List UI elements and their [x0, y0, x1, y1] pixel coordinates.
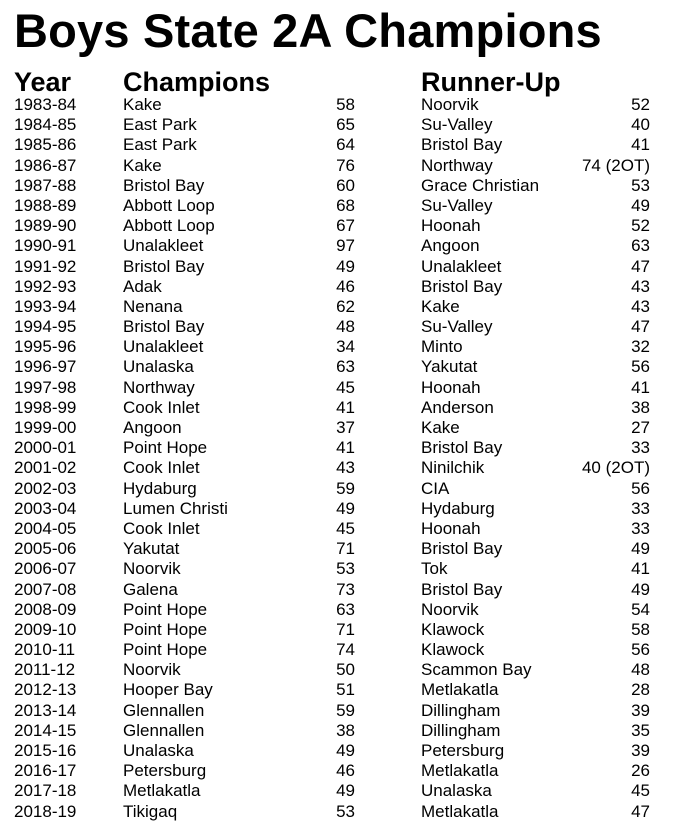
table-row	[0, 458, 673, 478]
runner-up-score-cell: 74 (2OT)	[581, 155, 650, 175]
table-row	[0, 741, 673, 761]
runner-up-score-cell: 38	[631, 397, 650, 417]
table-row	[0, 721, 673, 741]
table-row	[0, 519, 673, 539]
runner-up-score-cell: 41	[631, 559, 650, 579]
champion-score-cell: 65	[336, 115, 355, 135]
year-cell: 2009-10	[14, 619, 77, 639]
year-cell: 2008-09	[14, 599, 77, 619]
champion-score-cell: 71	[336, 539, 355, 559]
runner-up-score-cell: 35	[631, 720, 650, 740]
champion-cell: Bristol Bay	[123, 175, 205, 195]
table-row	[0, 216, 673, 236]
runner-up-score-cell: 47	[631, 256, 650, 276]
runner-up-cell: Su-Valley	[421, 195, 493, 215]
runner-up-score-cell: 39	[631, 741, 650, 760]
champion-cell: Kake	[123, 95, 162, 114]
table-row	[0, 135, 673, 155]
year-cell: 1997-98	[14, 377, 77, 397]
runner-up-cell: Angoon	[421, 236, 480, 256]
year-cell: 2012-13	[14, 680, 77, 700]
runner-up-score-cell: 28	[631, 680, 650, 700]
table-row	[0, 620, 673, 640]
runner-up-cell: Grace Christian	[421, 175, 540, 195]
column-header-champions: Champions	[123, 67, 271, 97]
year-cell: 2018-19	[14, 801, 77, 821]
runner-up-score-cell: 47	[631, 801, 650, 821]
table-row	[0, 257, 673, 277]
champion-cell: Tikigaq	[123, 801, 178, 821]
champion-cell: Metlakatla	[123, 781, 201, 801]
champion-score-cell: 43	[336, 458, 355, 478]
champion-score-cell: 68	[336, 195, 355, 215]
runner-up-cell: Kake	[421, 296, 460, 316]
champion-score-cell: 49	[336, 256, 355, 276]
runner-up-cell: Dillingham	[421, 720, 501, 740]
year-cell: 2001-02	[14, 458, 77, 478]
results-table	[0, 95, 673, 822]
year-cell: 2004-05	[14, 518, 77, 538]
year-cell: 2006-07	[14, 559, 77, 579]
table-row	[0, 156, 673, 176]
champion-score-cell: 63	[336, 357, 355, 377]
runner-up-score-cell: 39	[631, 700, 650, 720]
runner-up-cell: Klawock	[421, 640, 485, 660]
year-cell: 1995-96	[14, 337, 77, 357]
year-cell: 2017-18	[14, 781, 77, 801]
champion-score-cell: 41	[336, 438, 355, 458]
runner-up-cell: Hoonah	[421, 216, 481, 236]
year-cell: 1996-97	[14, 357, 77, 377]
runner-up-score-cell: 52	[631, 216, 650, 236]
champion-cell: Point Hope	[123, 619, 208, 639]
runner-up-cell: Bristol Bay	[421, 276, 503, 296]
runner-up-cell: Metlakatla	[421, 761, 499, 781]
table-row	[0, 115, 673, 135]
runner-up-score-cell: 53	[631, 175, 650, 195]
year-cell: 2014-15	[14, 720, 77, 740]
runner-up-score-cell: 43	[631, 276, 650, 296]
year-cell: 1985-86	[14, 135, 77, 155]
table-row	[0, 479, 673, 499]
runner-up-cell: Su-Valley	[421, 317, 493, 337]
champion-score-cell: 34	[336, 337, 355, 357]
champion-score-cell: 46	[336, 276, 355, 296]
year-cell: 1990-91	[14, 236, 77, 256]
runner-up-cell: Northway	[421, 155, 493, 175]
table-row	[0, 418, 673, 438]
table-row	[0, 660, 673, 680]
runner-up-score-cell: 47	[631, 317, 650, 337]
runner-up-cell: Metlakatla	[421, 680, 499, 700]
runner-up-cell: Klawock	[421, 619, 485, 639]
champion-cell: Cook Inlet	[123, 518, 200, 538]
champion-cell: Noorvik	[123, 660, 181, 680]
champion-score-cell: 38	[336, 720, 355, 740]
runner-up-score-cell: 56	[631, 640, 650, 660]
champion-cell: Unalaska	[123, 357, 194, 377]
runner-up-cell: Bristol Bay	[421, 438, 503, 458]
table-row	[0, 297, 673, 317]
table-row	[0, 539, 673, 559]
runner-up-cell: Bristol Bay	[421, 579, 503, 599]
champion-cell: Petersburg	[123, 761, 207, 781]
runner-up-score-cell: 40 (2OT)	[581, 458, 650, 478]
champion-cell: Lumen Christi	[123, 498, 228, 518]
champion-score-cell: 60	[336, 175, 355, 195]
champion-cell: Galena	[123, 579, 178, 599]
champion-score-cell: 50	[336, 660, 355, 680]
champion-cell: East Park	[123, 115, 197, 135]
runner-up-cell: CIA	[421, 478, 450, 498]
table-row	[0, 701, 673, 721]
table-row	[0, 196, 673, 216]
runner-up-score-cell: 49	[631, 195, 650, 215]
table-row	[0, 95, 673, 115]
year-cell: 2002-03	[14, 478, 77, 498]
champion-score-cell: 58	[336, 95, 355, 114]
runner-up-score-cell: 54	[631, 599, 650, 619]
year-cell: 1994-95	[14, 317, 77, 337]
champion-cell: Adak	[123, 276, 162, 296]
champion-cell: Hydaburg	[123, 478, 197, 498]
year-cell: 1983-84	[14, 95, 77, 114]
table-row	[0, 580, 673, 600]
champion-cell: Abbott Loop	[123, 216, 215, 236]
champion-score-cell: 49	[336, 498, 355, 518]
table-row	[0, 802, 673, 822]
champion-score-cell: 48	[336, 317, 355, 337]
champion-cell: East Park	[123, 135, 197, 155]
runner-up-score-cell: 63	[631, 236, 650, 256]
runner-up-cell: Dillingham	[421, 700, 501, 720]
champion-score-cell: 73	[336, 579, 355, 599]
table-row	[0, 337, 673, 357]
table-row	[0, 600, 673, 620]
table-row	[0, 236, 673, 256]
runner-up-score-cell: 48	[631, 660, 650, 680]
champion-cell: Glennallen	[123, 720, 205, 740]
champion-score-cell: 97	[336, 236, 355, 256]
champion-score-cell: 49	[336, 741, 355, 760]
champion-cell: Nenana	[123, 296, 183, 316]
page-title: Boys State 2A Champions	[14, 4, 602, 57]
year-cell: 2005-06	[14, 539, 77, 559]
champion-score-cell: 62	[336, 296, 355, 316]
year-cell: 1989-90	[14, 216, 77, 236]
runner-up-score-cell: 26	[631, 761, 650, 781]
runner-up-cell: Anderson	[421, 397, 494, 417]
runner-up-score-cell: 41	[631, 377, 650, 397]
table-row	[0, 398, 673, 418]
champion-cell: Abbott Loop	[123, 195, 215, 215]
table-row	[0, 438, 673, 458]
table-row	[0, 559, 673, 579]
year-cell: 1992-93	[14, 276, 77, 296]
champion-cell: Glennallen	[123, 700, 205, 720]
champion-cell: Unalaska	[123, 741, 194, 760]
champion-score-cell: 45	[336, 518, 355, 538]
year-cell: 1991-92	[14, 256, 77, 276]
champion-score-cell: 74	[336, 640, 355, 660]
year-cell: 2015-16	[14, 741, 77, 760]
runner-up-cell: Yakutat	[421, 357, 478, 377]
year-cell: 1987-88	[14, 175, 77, 195]
champion-cell: Unalakleet	[123, 236, 204, 256]
runner-up-cell: Minto	[421, 337, 463, 357]
runner-up-cell: Noorvik	[421, 599, 479, 619]
table-row	[0, 640, 673, 660]
runner-up-score-cell: 41	[631, 135, 650, 155]
year-cell: 2016-17	[14, 761, 77, 781]
column-header-year: Year	[14, 67, 72, 97]
runner-up-score-cell: 33	[631, 498, 650, 518]
champion-score-cell: 71	[336, 619, 355, 639]
champion-cell: Unalakleet	[123, 337, 204, 357]
runner-up-score-cell: 43	[631, 296, 650, 316]
runner-up-cell: Metlakatla	[421, 801, 499, 821]
champion-cell: Northway	[123, 377, 195, 397]
runner-up-cell: Noorvik	[421, 95, 479, 114]
champion-score-cell: 67	[336, 216, 355, 236]
champion-score-cell: 59	[336, 700, 355, 720]
column-header-runner-up: Runner-Up	[421, 67, 561, 97]
champion-cell: Bristol Bay	[123, 256, 205, 276]
table-row	[0, 176, 673, 196]
runner-up-cell: Unalakleet	[421, 256, 502, 276]
champion-cell: Cook Inlet	[123, 397, 200, 417]
champion-score-cell: 53	[336, 559, 355, 579]
year-cell: 2000-01	[14, 438, 77, 458]
runner-up-cell: Ninilchik	[421, 458, 485, 478]
champion-score-cell: 49	[336, 781, 355, 801]
table-row	[0, 378, 673, 398]
runner-up-cell: Bristol Bay	[421, 539, 503, 559]
year-cell: 1988-89	[14, 195, 77, 215]
champion-cell: Hooper Bay	[123, 680, 213, 700]
runner-up-score-cell: 52	[631, 95, 650, 114]
runner-up-cell: Scammon Bay	[421, 660, 532, 680]
runner-up-score-cell: 32	[631, 337, 650, 357]
year-cell: 2003-04	[14, 498, 77, 518]
runner-up-cell: Unalaska	[421, 781, 492, 801]
champion-score-cell: 63	[336, 599, 355, 619]
champion-score-cell: 41	[336, 397, 355, 417]
runner-up-score-cell: 40	[631, 115, 650, 135]
table-row	[0, 499, 673, 519]
champion-cell: Noorvik	[123, 559, 181, 579]
runner-up-cell: Hydaburg	[421, 498, 495, 518]
table-row	[0, 317, 673, 337]
champion-score-cell: 45	[336, 377, 355, 397]
table-row	[0, 761, 673, 781]
champion-score-cell: 37	[336, 418, 355, 437]
champion-cell: Point Hope	[123, 640, 208, 660]
year-cell: 1998-99	[14, 397, 77, 417]
year-cell: 2011-12	[14, 660, 76, 680]
runner-up-score-cell: 45	[631, 781, 650, 801]
year-cell: 2010-11	[14, 640, 76, 660]
champion-score-cell: 46	[336, 761, 355, 781]
runner-up-cell: Kake	[421, 418, 460, 437]
runner-up-cell: Hoonah	[421, 377, 481, 397]
runner-up-score-cell: 33	[631, 438, 650, 458]
table-row	[0, 680, 673, 700]
champion-cell: Kake	[123, 155, 162, 175]
year-cell: 1986-87	[14, 155, 77, 175]
champion-cell: Point Hope	[123, 599, 208, 619]
table-row	[0, 277, 673, 297]
runner-up-cell: Tok	[421, 559, 448, 579]
runner-up-cell: Bristol Bay	[421, 135, 503, 155]
champion-cell: Point Hope	[123, 438, 208, 458]
year-cell: 1993-94	[14, 296, 77, 316]
champion-score-cell: 76	[336, 155, 355, 175]
table-row	[0, 781, 673, 801]
runner-up-cell: Hoonah	[421, 518, 481, 538]
year-cell: 1984-85	[14, 115, 77, 135]
runner-up-cell: Su-Valley	[421, 115, 493, 135]
runner-up-score-cell: 33	[631, 518, 650, 538]
runner-up-score-cell: 49	[631, 579, 650, 599]
champion-cell: Bristol Bay	[123, 317, 205, 337]
champion-cell: Cook Inlet	[123, 458, 200, 478]
runner-up-score-cell: 56	[631, 357, 650, 377]
runner-up-score-cell: 49	[631, 539, 650, 559]
champion-score-cell: 64	[336, 135, 355, 155]
champion-cell: Yakutat	[123, 539, 180, 559]
year-cell: 1999-00	[14, 418, 77, 437]
champion-cell: Angoon	[123, 418, 182, 437]
runner-up-score-cell: 27	[631, 418, 650, 437]
year-cell: 2013-14	[14, 700, 77, 720]
year-cell: 2007-08	[14, 579, 77, 599]
champion-score-cell: 53	[336, 801, 355, 821]
runner-up-cell: Petersburg	[421, 741, 505, 760]
runner-up-score-cell: 58	[631, 619, 650, 639]
table-row	[0, 357, 673, 377]
champion-score-cell: 59	[336, 478, 355, 498]
runner-up-score-cell: 56	[631, 478, 650, 498]
champion-score-cell: 51	[336, 680, 355, 700]
